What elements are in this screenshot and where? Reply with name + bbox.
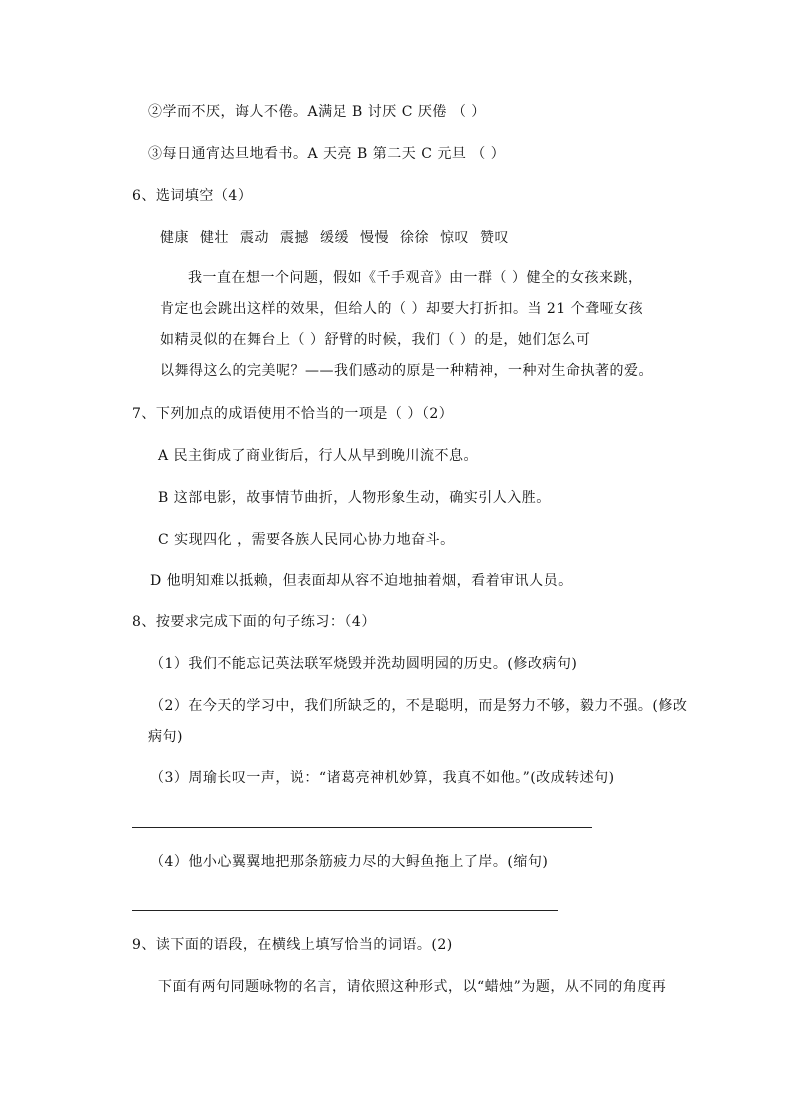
- answer-line: [132, 827, 592, 828]
- q8-item-4: （4）他小心翼翼地把那条筋疲力尽的大鲟鱼拖上了岸。(缩句): [150, 854, 549, 870]
- word-option: 缓缓: [320, 230, 349, 246]
- q5-item-3: ③每日通宵达旦地看书。A 天亮 B 第二天 C 元旦 （ ）: [148, 146, 506, 162]
- answer-line: [132, 910, 558, 911]
- q8-item-1: （1）我们不能忘记英法联军烧毁并洗劫圆明园的历史。(修改病句): [150, 656, 578, 672]
- q8-item-2-cont: 病句): [148, 729, 183, 745]
- word-option: 震动: [240, 230, 269, 246]
- q8-item-3: （3）周瑜长叹一声，说：“诸葛亮神机妙算，我真不如他。”(改成转述句): [150, 770, 615, 786]
- q7-option-a: A 民主街成了商业街后，行人从早到晚川流不息。: [158, 448, 479, 464]
- word-option: 惊叹: [440, 230, 469, 246]
- q7-option-c: C 实现四化 ，需要各族人民同心协力地奋斗。: [158, 532, 455, 548]
- q6-passage-line-1: 我一直在想一个问题，假如《千手观音》由一群（ ）健全的女孩来跳，: [188, 270, 643, 286]
- q7-option-b: B 这部电影，故事情节曲折，人物形象生动，确实引人入胜。: [158, 490, 551, 506]
- q5-item-2: ②学而不厌，诲人不倦。A满足 B 讨厌 C 厌倦 （ ）: [148, 104, 486, 120]
- word-option: 徐徐: [400, 230, 429, 246]
- word-option: 震撼: [280, 230, 309, 246]
- q6-title: 6、选词填空（4）: [132, 188, 253, 204]
- word-option: 健壮: [200, 230, 229, 246]
- q7-title: 7、下列加点的成语使用不恰当的一项是（ ）（2）: [132, 406, 454, 422]
- word-option: 健康: [160, 230, 189, 246]
- q6-passage-line-3: 如精灵似的在舞台上（ ）舒臂的时候，我们（ ）的是，她们怎么可: [160, 332, 591, 348]
- q7-option-d: D 他明知难以抵赖，但表面却从容不迫地抽着烟，看着审讯人员。: [150, 573, 573, 589]
- q8-title: 8、按要求完成下面的句子练习：（4）: [132, 614, 376, 630]
- word-option: 慢慢: [360, 230, 389, 246]
- q9-text: 下面有两句同题咏物的名言，请依照这种形式，以“蜡烛”为题，从不同的角度再: [158, 979, 667, 995]
- q8-item-2: （2）在今天的学习中，我们所缺乏的，不是聪明，而是努力不够，毅力不强。(修改: [150, 698, 688, 714]
- q9-title: 9、读下面的语段，在横线上填写恰当的词语。(2): [132, 937, 453, 953]
- word-option: 赞叹: [480, 230, 509, 246]
- q6-passage-line-4: 以舞得这么的完美呢？——我们感动的原是一种精神，一种对生命执著的爱。: [160, 363, 653, 379]
- q6-word-bank: [160, 228, 520, 248]
- q6-passage-line-2: 肯定也会跳出这样的效果，但给人的（ ）却要大打折扣。当 21 个聋哑女孩: [160, 301, 644, 317]
